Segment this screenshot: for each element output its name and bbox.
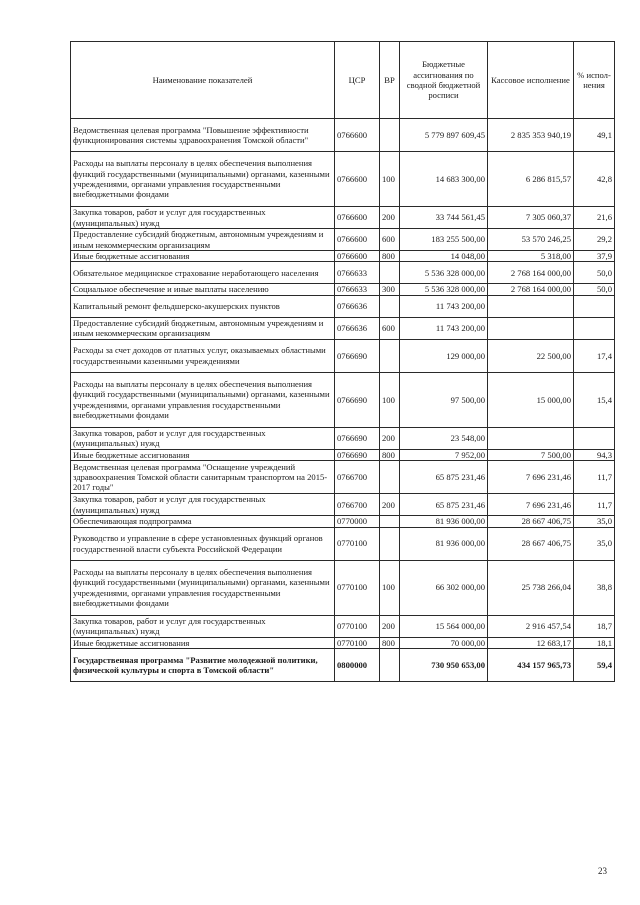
row-budget: 66 302 000,00: [400, 560, 488, 615]
row-vr: [380, 461, 400, 494]
row-budget: 730 950 653,00: [400, 649, 488, 682]
row-cash: 7 500,00: [488, 449, 574, 460]
row-budget: 11 743 200,00: [400, 295, 488, 317]
row-percent: 18,1: [574, 637, 615, 648]
header-budget: Бюджетные ассигнования по сводной бюджетной росписи: [400, 42, 488, 119]
row-name: Руководство и управление в сфере установленных функций органов государственной власти субъекта Российской Федерации: [71, 527, 335, 560]
row-name: Ведомственная целевая программа "Повышение эффективности функционирования системы здравоохранения Томской области": [71, 119, 335, 152]
row-name: Обязательное медицинское страхование неработающего населения: [71, 262, 335, 284]
row-percent: 35,0: [574, 527, 615, 560]
row-cash: 15 000,00: [488, 372, 574, 427]
row-cash: 2 768 164 000,00: [488, 262, 574, 284]
table-row: [71, 339, 615, 372]
row-csr: 0766690: [335, 372, 380, 427]
table-row: [71, 516, 615, 527]
row-csr: 0770100: [335, 560, 380, 615]
table-row: [71, 615, 615, 637]
row-budget: 11 743 200,00: [400, 317, 488, 339]
row-budget: 23 548,00: [400, 427, 488, 449]
row-percent: 50,0: [574, 262, 615, 284]
page-number: 23: [598, 866, 607, 876]
row-vr: [380, 339, 400, 372]
row-name: Расходы на выплаты персоналу в целях обеспечения выполнения функций государственными (муниципальными) органами, казенными учреждениями, органами управления государственными внебюджетными фондами: [71, 152, 335, 207]
row-cash: [488, 427, 574, 449]
row-vr: [380, 262, 400, 284]
header-percent: % испол-нения: [574, 42, 615, 119]
row-csr: 0766636: [335, 295, 380, 317]
row-percent: 29,2: [574, 229, 615, 251]
row-percent: [574, 295, 615, 317]
row-csr: 0766600: [335, 207, 380, 229]
row-percent: 18,7: [574, 615, 615, 637]
row-name: Предоставление субсидий бюджетным, автономным учреждениям и иным некоммерческим организациям: [71, 317, 335, 339]
budget-document: [70, 41, 615, 682]
row-cash: 25 738 266,04: [488, 560, 574, 615]
row-csr: 0800000: [335, 649, 380, 682]
row-percent: 21,6: [574, 207, 615, 229]
row-cash: 12 683,17: [488, 637, 574, 648]
row-name: Расходы на выплаты персоналу в целях обеспечения выполнения функций государственными (муниципальными) органами, казенными учреждениями, органами управления государственными внебюджетными фондами: [71, 560, 335, 615]
row-budget: 5 536 328 000,00: [400, 262, 488, 284]
row-vr: [380, 119, 400, 152]
row-percent: [574, 317, 615, 339]
row-csr: 0770100: [335, 615, 380, 637]
row-percent: 38,8: [574, 560, 615, 615]
row-csr: 0766690: [335, 449, 380, 460]
row-budget: 7 952,00: [400, 449, 488, 460]
row-cash: [488, 295, 574, 317]
row-percent: 42,8: [574, 152, 615, 207]
row-vr: 100: [380, 152, 400, 207]
table-row: [71, 119, 615, 152]
row-csr: 0770100: [335, 637, 380, 648]
row-vr: [380, 649, 400, 682]
header-name: Наименование показателей: [71, 42, 335, 119]
row-cash: 2 835 353 940,19: [488, 119, 574, 152]
row-budget: 129 000,00: [400, 339, 488, 372]
row-csr: 0766600: [335, 229, 380, 251]
row-vr: [380, 516, 400, 527]
table-row: [71, 372, 615, 427]
row-budget: 33 744 561,45: [400, 207, 488, 229]
row-budget: 81 936 000,00: [400, 527, 488, 560]
row-cash: 28 667 406,75: [488, 527, 574, 560]
row-name: Закупка товаров, работ и услуг для государственных (муниципальных) нужд: [71, 615, 335, 637]
row-percent: 37,9: [574, 251, 615, 262]
row-csr: 0766600: [335, 152, 380, 207]
row-percent: 17,4: [574, 339, 615, 372]
row-budget: 65 875 231,46: [400, 494, 488, 516]
row-vr: 800: [380, 251, 400, 262]
row-name: Социальное обеспечение и иные выплаты населению: [71, 284, 335, 295]
row-vr: 800: [380, 449, 400, 460]
row-percent: 50,0: [574, 284, 615, 295]
table-row: [71, 295, 615, 317]
row-vr: 200: [380, 494, 400, 516]
row-percent: 59,4: [574, 649, 615, 682]
header-vr: ВР: [380, 42, 400, 119]
row-vr: 100: [380, 560, 400, 615]
row-name: Иные бюджетные ассигнования: [71, 251, 335, 262]
table-row: [71, 251, 615, 262]
header-cash: Кассовое исполнение: [488, 42, 574, 119]
row-csr: 0770000: [335, 516, 380, 527]
table-row: [71, 461, 615, 494]
row-name: Закупка товаров, работ и услуг для государственных (муниципальных) нужд: [71, 494, 335, 516]
row-percent: 35,0: [574, 516, 615, 527]
row-budget: 15 564 000,00: [400, 615, 488, 637]
row-budget: 5 536 328 000,00: [400, 284, 488, 295]
row-budget: 70 000,00: [400, 637, 488, 648]
row-name: Закупка товаров, работ и услуг для государственных (муниципальных) нужд: [71, 427, 335, 449]
row-vr: 800: [380, 637, 400, 648]
row-percent: [574, 427, 615, 449]
row-csr: 0766700: [335, 461, 380, 494]
row-vr: 200: [380, 427, 400, 449]
row-percent: 11,7: [574, 494, 615, 516]
row-budget: 97 500,00: [400, 372, 488, 427]
table-row: [71, 527, 615, 560]
table-row: [71, 649, 615, 682]
table-row: [71, 317, 615, 339]
row-budget: 5 779 897 609,45: [400, 119, 488, 152]
row-name: Обеспечивающая подпрограмма: [71, 516, 335, 527]
row-vr: 300: [380, 284, 400, 295]
row-name: Предоставление субсидий бюджетным, автономным учреждениям и иным некоммерческим организациям: [71, 229, 335, 251]
row-cash: 7 305 060,37: [488, 207, 574, 229]
row-cash: [488, 317, 574, 339]
row-cash: 5 318,00: [488, 251, 574, 262]
table-row: [71, 560, 615, 615]
row-vr: 200: [380, 615, 400, 637]
row-budget: 183 255 500,00: [400, 229, 488, 251]
row-name: Закупка товаров, работ и услуг для государственных (муниципальных) нужд: [71, 207, 335, 229]
row-cash: 53 570 246,25: [488, 229, 574, 251]
table-row: [71, 449, 615, 460]
row-vr: [380, 295, 400, 317]
row-name: Иные бюджетные ассигнования: [71, 637, 335, 648]
table-row: [71, 637, 615, 648]
row-csr: 0766633: [335, 284, 380, 295]
row-name: Расходы за счет доходов от платных услуг, оказываемых областными государственными казенными учреждениями: [71, 339, 335, 372]
row-budget: 14 683 300,00: [400, 152, 488, 207]
table-row: [71, 262, 615, 284]
row-percent: 94,3: [574, 449, 615, 460]
row-cash: 2 768 164 000,00: [488, 284, 574, 295]
row-budget: 14 048,00: [400, 251, 488, 262]
table-row: [71, 207, 615, 229]
table-row: [71, 284, 615, 295]
header-csr: ЦСР: [335, 42, 380, 119]
row-csr: 0766600: [335, 119, 380, 152]
row-name: Ведомственная целевая программа "Оснащение учреждений здравоохранения Томской области санитарным транспортом на 2015-2017 годы": [71, 461, 335, 494]
row-cash: 28 667 406,75: [488, 516, 574, 527]
row-name: Капитальный ремонт фельдшерско-акушерских пунктов: [71, 295, 335, 317]
row-name: Иные бюджетные ассигнования: [71, 449, 335, 460]
row-cash: 6 286 815,57: [488, 152, 574, 207]
row-percent: 49,1: [574, 119, 615, 152]
table-row: [71, 152, 615, 207]
row-percent: 15,4: [574, 372, 615, 427]
row-cash: 7 696 231,46: [488, 461, 574, 494]
row-cash: 7 696 231,46: [488, 494, 574, 516]
row-csr: 0770100: [335, 527, 380, 560]
table-row: [71, 427, 615, 449]
row-name: Государственная программа "Развитие молодежной политики, физической культуры и спорта в Томской области": [71, 649, 335, 682]
row-budget: 65 875 231,46: [400, 461, 488, 494]
row-cash: 22 500,00: [488, 339, 574, 372]
budget-table: [70, 41, 615, 682]
row-vr: 600: [380, 229, 400, 251]
row-csr: 0766690: [335, 339, 380, 372]
row-csr: 0766690: [335, 427, 380, 449]
table-row: [71, 229, 615, 251]
row-vr: 100: [380, 372, 400, 427]
table-header-row: [71, 42, 615, 119]
row-csr: 0766700: [335, 494, 380, 516]
row-cash: 2 916 457,54: [488, 615, 574, 637]
table-row: [71, 494, 615, 516]
row-csr: 0766636: [335, 317, 380, 339]
row-budget: 81 936 000,00: [400, 516, 488, 527]
row-percent: 11,7: [574, 461, 615, 494]
row-vr: [380, 527, 400, 560]
row-csr: 0766633: [335, 262, 380, 284]
row-cash: 434 157 965,73: [488, 649, 574, 682]
row-vr: 200: [380, 207, 400, 229]
row-vr: 600: [380, 317, 400, 339]
row-csr: 0766600: [335, 251, 380, 262]
row-name: Расходы на выплаты персоналу в целях обеспечения выполнения функций государственными (муниципальными) органами, казенными учреждениями, органами управления государственными внебюджетными фондами: [71, 372, 335, 427]
